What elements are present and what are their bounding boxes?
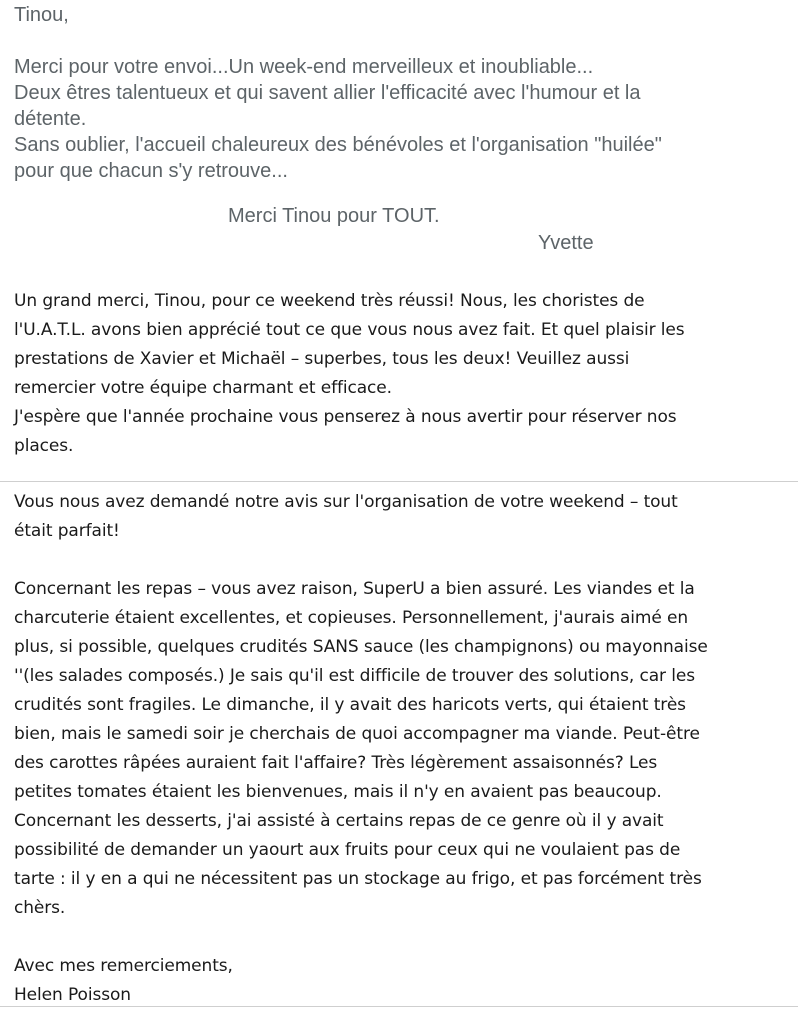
note-line: remercier votre équipe charmant et efficace. xyxy=(14,378,392,398)
mail-line: Merci pour votre envoi...Un week-end merveilleux et inoubliable... xyxy=(14,56,594,78)
signature: Helen Poisson xyxy=(14,985,131,1005)
email-message xyxy=(14,2,784,256)
mail-line: détente. xyxy=(14,108,87,130)
closing-line: Avec mes remerciements, xyxy=(14,956,233,976)
divider xyxy=(0,1006,798,1007)
mail-line: pour que chacun s'y retrouve... xyxy=(14,160,288,182)
note-line: Un grand merci, Tinou, pour ce weekend très réussi! Nous, les choristes de xyxy=(14,291,645,311)
note-line: prestations de Xavier et Michaël – superbes, tous les deux! Veuillez aussi xyxy=(14,349,630,369)
mail-greeting: Tinou, xyxy=(14,4,69,26)
note-line: bien, mais le samedi soir je cherchais de quoi accompagner ma viande. Peut-être xyxy=(14,724,700,744)
note-line: tarte : il y en a qui ne nécessitent pas un stockage au frigo, et pas forcément très xyxy=(14,869,702,889)
note-line: charcuterie étaient excellentes, et copieuses. Personnellement, j'aurais aimé en xyxy=(14,608,689,628)
note-line: possibilité de demander un yaourt aux fruits pour ceux qui ne voulaient pas de xyxy=(14,840,681,860)
note-line: petites tomates étaient les bienvenues, mais il n'y en avaient pas beaucoup. xyxy=(14,782,662,802)
note-line: crudités sont fragiles. Le dimanche, il y avait des haricots verts, qui étaient très xyxy=(14,695,686,715)
note-line: plus, si possible, quelques crudités SANS sauce (les champignons) ou mayonnaise xyxy=(14,637,708,657)
note-line: chèrs. xyxy=(14,898,66,918)
divider xyxy=(0,481,798,482)
mail-thanks: Merci Tinou pour TOUT. xyxy=(228,205,440,227)
mail-line: Sans oublier, l'accueil chaleureux des bénévoles et l'organisation "huilée" xyxy=(14,134,662,156)
note-line: Vous nous avez demandé notre avis sur l'organisation de votre weekend – tout xyxy=(14,492,678,512)
note-line: ''(les salades composés.) Je sais qu'il est difficile de trouver des solutions, car les xyxy=(14,666,695,686)
note-line: Concernant les desserts, j'ai assisté à certains repas de ce genre où il y avait xyxy=(14,811,664,831)
note-line: l'U.A.T.L. avons bien apprécié tout ce que vous nous avez fait. Et quel plaisir les xyxy=(14,320,685,340)
mail-signature: Yvette xyxy=(538,232,594,254)
note-line: J'espère que l'année prochaine vous penserez à nous avertir pour réserver nos xyxy=(14,407,677,427)
note-line: était parfait! xyxy=(14,521,120,541)
note-line: des carottes râpées auraient fait l'affaire? Très légèrement assaisonnés? Les xyxy=(14,753,658,773)
note-line: places. xyxy=(14,436,74,456)
choir-note xyxy=(14,287,784,461)
feedback-note xyxy=(14,488,784,1010)
mail-line: Deux êtres talentueux et qui savent allier l'efficacité avec l'humour et la xyxy=(14,82,641,104)
note-line: Concernant les repas – vous avez raison, SuperU a bien assuré. Les viandes et la xyxy=(14,579,695,599)
